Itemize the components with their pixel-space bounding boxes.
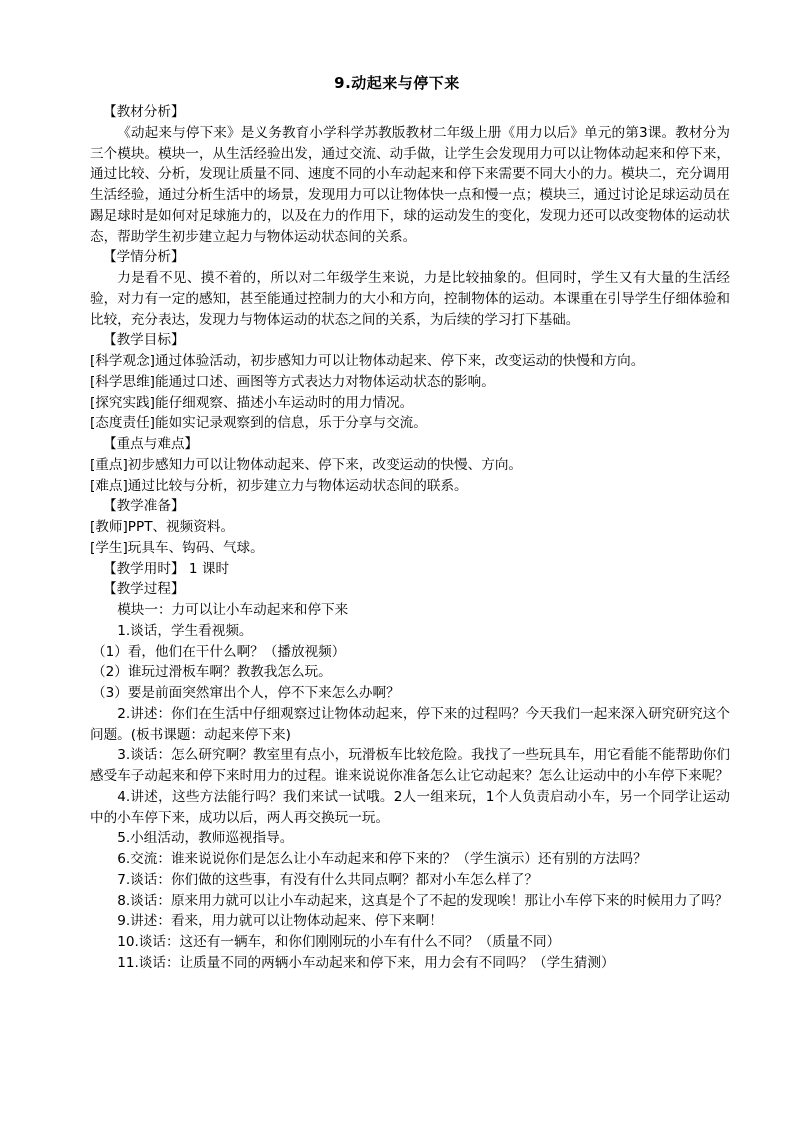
teaching-time-value: 1 课时 (184, 560, 230, 577)
module-title: 模块一：力可以让小车动起来和停下来 (117, 602, 349, 618)
process-step: 8.谈话：原来用力就可以让小车动起来，这真是个了不起的发现唉！那让小车停下来的时候用力了吗？ (117, 892, 729, 909)
preparation-item: [学生]玩具车、钩码、气球。 (90, 539, 264, 556)
process-step: 7.谈话：你们做的这些事，有没有什么共同点啊？都对小车怎么样了？ (117, 871, 538, 888)
process-step: 4.讲述，这些方法能行吗？我们来试一试哦。2人一组来玩，1个人负责启动小车，另一个同学让运动中的小车停下来，成功以后，两人再交换玩一玩。 (90, 788, 730, 826)
textbook-analysis-paragraph: 《动起来与停下来》是义务教育小学科学苏教版教材二年级上册《用力以后》单元的第3课。教材分为三个模块。模块一，从生活经验出发，通过交流、动手做，让学生会发现用力可以让物体动起来和停下来，通过比较、分析，发现让质量不同、速度不同的小车动起来和停下来需要不同大小的力。模块二，充分调用生活经验，通过分析生活中的场景，发现用力可以让物体快一点和慢一点；模块三，通过讨论足球运动员在踢足球时是如何对足球施力的，以及在力的作用下，球的运动发生的变化，发现力还可以改变物体的运动状态，帮助学生初步建立起力与物体运动状态间的关系。 (90, 124, 730, 245)
section-teaching-time (90, 559, 730, 580)
document-body (90, 102, 730, 974)
process-step: 10.谈话：这还有一辆车，和你们刚刚玩的小车有什么不同？（质量不同） (117, 934, 561, 950)
document-title: 9.动起来与停下来 (334, 74, 460, 92)
process-step: 5.小组活动，教师巡视指导。 (117, 830, 294, 847)
process-step: 11.谈话：让质量不同的两辆小车动起来和停下来，用力会有不同吗？（学生猜测） (117, 954, 615, 971)
process-substep: （1）看，他们在干什么啊？（播放视频） (92, 643, 346, 660)
objective-item: [科学观念]通过体验活动，初步感知力可以让物体动起来、停下来，改变运动的快慢和方向。 (90, 353, 645, 369)
objective-item: [科学思维]能通过口述、画图等方式表达力对物体运动状态的影响。 (90, 373, 495, 390)
section-heading-process: 【教学过程】 (103, 581, 185, 598)
section-heading-objectives: 【教学目标】 (103, 332, 185, 349)
section-heading-preparation: 【教学准备】 (103, 498, 185, 515)
key-point-item: [难点]通过比较与分析，初步建立力与物体运动状态间的联系。 (90, 477, 468, 494)
process-step: 3.谈话：怎么研究啊？教室里有点小，玩滑板车比较危险。我找了一些玩具车，用它看能不能帮助你们感受车子动起来和停下来时用力的过程。谁来说说你准备怎么让它动起来？怎么让运动中的小车停下来呢？ (90, 747, 730, 784)
process-substep: （3）要是前面突然窜出个人，停不下来怎么办啊？ (92, 685, 400, 701)
key-point-item: [重点]初步感知力可以让物体动起来、停下来，改变运动的快慢、方向。 (90, 456, 523, 473)
section-heading-textbook-analysis: 【教材分析】 (103, 104, 185, 120)
section-heading-student-analysis: 【学情分析】 (103, 249, 185, 266)
objective-item: [态度责任]能如实记录观察到的信息，乐于分享与交流。 (90, 415, 427, 432)
process-step: 1.谈话，学生看视频。 (117, 622, 253, 639)
process-substep: （2）谁玩过滑板车啊？教教我怎么玩。 (92, 664, 332, 681)
process-step: 2.讲述：你们在生活中仔细观察过让物体动起来，停下来的过程吗？今天我们一起来深入研究研究这个问题。(板书课题：动起来停下来) (90, 705, 730, 743)
section-heading-time: 【教学用时】 (103, 560, 185, 577)
preparation-item: [教师]PPT、视频资料。 (90, 519, 235, 535)
process-step: 9.讲述：看来，用力就可以让物体动起来、停下来啊！ (117, 913, 443, 930)
objective-item: [探究实践]能仔细观察、描述小车运动时的用力情况。 (90, 394, 414, 411)
process-step: 6.交流：谁来说说你们是怎么让小车动起来和停下来的？（学生演示）还有别的方法吗？ (117, 851, 647, 867)
section-heading-key-points: 【重点与难点】 (103, 436, 199, 452)
student-analysis-paragraph: 力是看不见、摸不着的，所以对二年级学生来说，力是比较抽象的。但同时，学生又有大量的生活经验，对力有一定的感知，甚至能通过控制力的大小和方向，控制物体的运动。本课重在引导学生仔细体验和比较，充分表达，发现力与物体运动的状态之间的关系，为后续的学习打下基础。 (90, 270, 730, 328)
